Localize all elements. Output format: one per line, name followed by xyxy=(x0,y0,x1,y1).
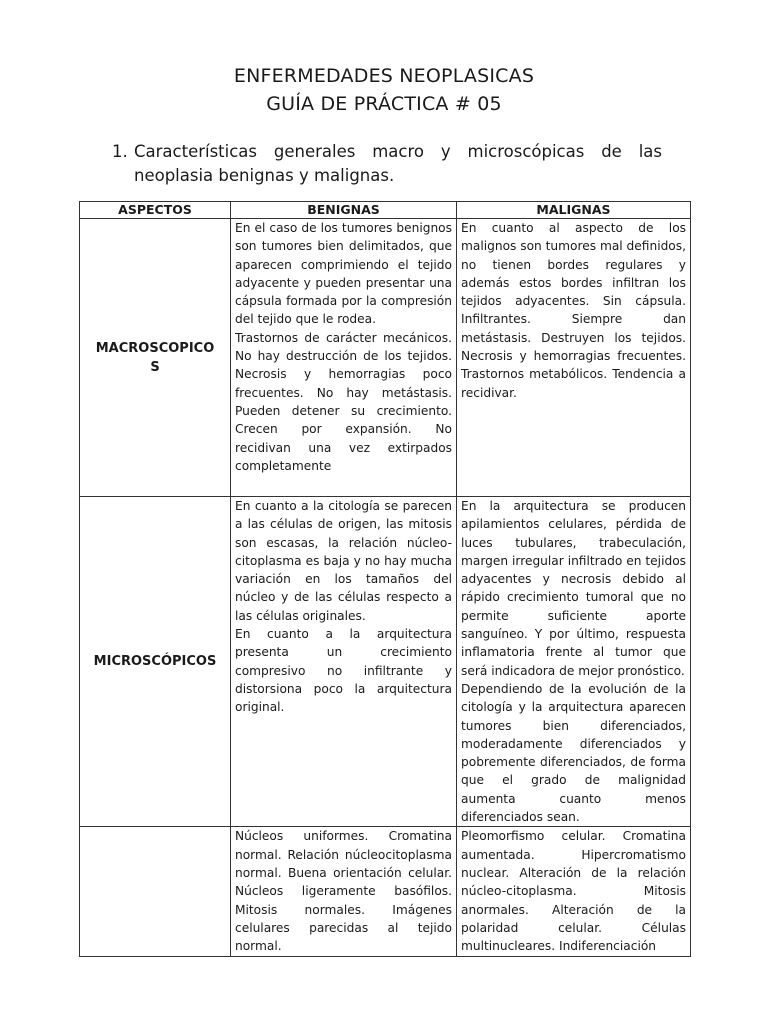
section-number: 1. xyxy=(112,142,128,161)
cell-paragraph: En cuanto a la citología se parecen a las células de origen, las mitosis son escasas, la relación núcleo-citoplasma es baja y no hay mucha variación en los tamaños del núcleo y de las células respecto a las células originales. xyxy=(235,499,452,623)
cell-malignas-micro xyxy=(457,497,691,827)
cell-paragraph: Núcleos uniformes. Cromatina normal. Relación núcleocitoplasma normal. Buena orientación celular. Núcleos ligeramente basófilos. Mitosis normales. Imágenes celulares parecidas al tejido normal. xyxy=(235,829,452,954)
header-malignas: MALIGNAS xyxy=(457,202,691,219)
cell-paragraph: En cuanto a la arquitectura presenta un crecimiento compresivo no infiltrante y distorsiona poco la arquitectura original. xyxy=(235,627,452,715)
cell-malignas-cyto xyxy=(457,827,691,957)
cell-benignas-cyto xyxy=(231,827,457,957)
header-benignas: BENIGNAS xyxy=(231,202,457,219)
aspect-microscopicos xyxy=(80,497,231,827)
document-title: ENFERMEDADES NEOPLASICAS xyxy=(233,65,535,87)
aspect-macroscopicos xyxy=(80,219,231,497)
cell-paragraph: Trastornos de carácter mecánicos. No hay destrucción de los tejidos. Necrosis y hemorragias poco frecuentes. No hay metástasis. Pueden detener su crecimiento. Crecen por expansión. No recidivan una vez extirpados completamente xyxy=(235,330,452,473)
document-subtitle: GUÍA DE PRÁCTICA # 05 xyxy=(266,93,502,115)
aspect-label: MICROSCÓPICOS xyxy=(93,654,217,670)
cell-paragraph: En cuanto al aspecto de los malignos son tumores mal definidos, no tienen bordes regulares y además estos bordes infiltran los tejidos adyacentes. Sin cápsula. Infiltrantes. Siempre dan metástasis. Destruyen los tejidos. Necrosis y hemorragias frecuentes. Trastornos metabólicos. Tendencia a recidivar. xyxy=(461,221,686,400)
cell-paragraph: En la arquitectura se producen apilamientos celulares, pérdida de luces tubulares, trabeculación, margen irregular infiltrado en tejidos adyacentes y necrosis debido al rápido crecimiento tumoral que no permite suficiente aporte sanguíneo. Y por último, respuesta inflamatoria frente al tumor que será indicadora de mejor pronóstico. xyxy=(461,499,686,678)
table-row-macroscopicos xyxy=(80,219,691,497)
aspect-empty xyxy=(80,827,231,957)
table-row-cytology xyxy=(80,827,691,957)
cell-malignas-macro xyxy=(457,219,691,497)
comparison-table xyxy=(79,201,691,957)
cell-benignas-micro xyxy=(231,497,457,827)
cell-benignas-macro xyxy=(231,219,457,497)
section-heading xyxy=(112,140,662,188)
header-aspectos: ASPECTOS xyxy=(80,202,231,219)
cell-paragraph: Dependiendo de la evolución de la citología y la arquitectura aparecen tumores bien diferenciados, moderadamente diferenciados y pobremente diferenciados, de forma que el grado de malignidad aumenta cuanto menos diferenciados sean. xyxy=(461,681,686,825)
cell-paragraph: Pleomorfismo celular. Cromatina aumentada. Hipercromatismo nuclear. Alteración de la relación núcleo-citoplasma. Mitosis anormales. Alteración de la polaridad celular. Células multinucleares. Indiferenciación xyxy=(461,829,686,954)
table-row-microscopicos xyxy=(80,497,691,827)
section-heading-text: Características generales macro y microscópicas de las neoplasia benignas y malignas. xyxy=(134,142,662,185)
aspect-label: MACROSCOPICOS xyxy=(95,340,215,375)
table-header-row xyxy=(80,202,691,219)
cell-paragraph: En el caso de los tumores benignos son tumores bien delimitados, que aparecen comprimiendo el tejido adyacente y pueden presentar una cápsula formada por la compresión del tejido que le rodea. xyxy=(235,221,452,327)
